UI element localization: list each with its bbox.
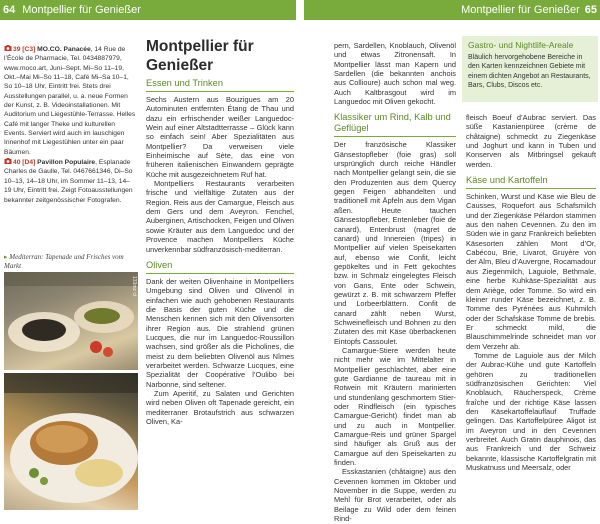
listing-entry: [4, 44, 136, 157]
page-number-left: 64: [3, 4, 16, 16]
listing-column: [4, 44, 136, 205]
text-column-3: [334, 41, 456, 524]
text-column-4: [466, 113, 596, 472]
caption-arrow-icon: ▸: [4, 253, 8, 261]
camera-icon: [4, 157, 12, 165]
paragraph: Dank der weiten Olivenhaine in Montpelliers Umgebung sind Oliven und Olivenöl in einfachen wie auch gehobenen Restaurants die Basis der guten Küche und die Menschen kennen sich mit den Olivensorten ihrer Region aus. Die strahlend grünen Lucques, die nur im Languedoc-Roussillon wachsen, sind größer als die Picholines, die meist zu dem beliebten Olivenöl aus Nîmes verarbeitet werden. Schwarze Lucques, eine Spezialität der Coopérative l’Oulibo bei Narbonne, sind seltener.: [146, 276, 294, 389]
paragraph: Zum Aperitif, zu Salaten und Gerichten wird neben Oliven oft Tapenade gereicht, ein mediterraner Brotaufstrich aus schwarzen Oliven, Ka-: [146, 388, 294, 426]
tapenade-illustration: [4, 272, 138, 370]
dish-illustration: [4, 373, 138, 510]
map-ref: 40 [D4]: [13, 159, 36, 167]
photo-dish: [4, 373, 138, 510]
section-heading-oliven: Oliven: [146, 260, 294, 274]
section-heading-kaese: Käse und Kartoffeln: [466, 175, 596, 189]
page-number-right: 65: [584, 4, 597, 16]
listing-text: , Esplanade Charles de Gaulle, Tel. 0467661346, Di–So 10–13, 14–18 Uhr, im Sommer 11–13, 14–19 Uhr, Eintritt frei. Zeigt Fotoausstellungen bekannter zeitgenössischer Fotografen.: [4, 159, 133, 204]
paragraph: Der französische Klassiker Gänsestopfleber (foie gras) soll ursprünglich durch reiche Händler nach Montpellier gelangt sein, die sie den Produzenten aus dem Quercy gegen Feigen abhandelten und traditionell mit Äpfeln aus dem Vigan aßen. Heute tauchen Gänsestopfleber, Entenleber (foie de canard), Entenbrust (magret de canard) und Innereien (tripes) in Montpellier auf vielen Speisekarten auf, ebenso wie Confit, leicht gepökeltes und in Fett gekochtes bzw. in Schmalz eingelegtes Fleisch von Gans, Ente oder Schwein, gewürzt z. B. mit schwarzem Pfeffer und Lorbeerblättern. Confit de canard zählt neben Wurst, Schweinefleisch und Bohnen zu den Zutaten des mit Käse überbackenen Eintopfs Cassoulet.: [334, 140, 456, 346]
paragraph: Montpelliers Restaurants verarbeiten frische und vielfältige Zutaten aus der Region. Reis aus der Camargue, Fleisch aus dem Gers und dem Aveyron. Fenchel, Auberginen, Artischocken, Feigen und Oliven sowie Kräuter aus dem Languedoc und der Provence machen Montpelliers Küche unverkennbar südfranzösisch-mediterran.: [146, 179, 294, 254]
info-box-title: Gastro- und Nightlife-Areale: [468, 40, 574, 50]
section-heading-klassiker: Klassiker um Rind, Kalb und Geflügel: [334, 112, 456, 137]
photo-credit: 133mz ct: [131, 276, 137, 297]
paragraph: Sechs Austern aus Bouzigues am 20 Autominuten entfernten Étang de Thau und dazu ein erfrischender weißer Languedoc-Wein auf einer Altstadtterrasse – Glück kann so einfach sein! Aber Spezialitäten aus Montpellier? Da verweisen viele Einheimische auf Sète, das eine von früheren italienischen Einwandern geprägte Küche mit ausgezeichnetem Ruf hat.: [146, 95, 294, 179]
listing-text: , 14 Rue de l’École de Pharmacie, Tel. 0434887979, www.moco.art, Juni–Sept. Mi–So 11–19, Okt.–Mai Mi–So 11–18, Café Mi–Sa 10–1, So 10–18 Uhr, Eintritt frei. Stets drei Ausstellungen parallel, u. a. neue Formen der Kunst, z. B. Videoinstallationen. Mit Auditorium und Liegestühle-Terrasse. Helles Café mit langer Theke und kulturellen Events. Serviert wird auch im lauschigen Innenhof mit Liegestühlen unter ein paar Bäumen.: [4, 46, 136, 156]
photo-caption: [4, 253, 138, 271]
map-ref: 39 [C3]: [13, 46, 36, 53]
running-title-left: Montpellier für Genießer: [22, 4, 141, 16]
text-column-2: [146, 78, 294, 426]
header-right: [304, 0, 600, 20]
paragraph: Schinken, Wurst und Käse wie Bleu de Causses, Roquefort aus Schafsmilch und der Ziegenkäse Pélardon stammen aus den nahen Cevennen. Zu den im Süden wie in ganz Frankreich beliebten Käsesorten zählen Mont d’Or, Cabécou, Brie, Livarot, Gruyère von der Alm, Bleu d’Auvergne, Rocamadour aus Ziegenmilch, Laguiole, Bethmale, eine herbe Kuhkäse-Spezialität aus dem Ariège, oder Tomme. So wird ein kleiner runder Käse bezeichnet, z. B. Tomme des Pyrénées aus Kuhmilch oder der Schafskäse Tomme de brebis. Er schmeckt mild, die Blauschimmelrinde schneidet man vor dem Verzehr ab.: [466, 192, 596, 351]
paragraph: fleisch Boeuf d’Aubrac serviert. Das süße Kastanienpüree (crème de châtaigne) schmeckt zu Ziegenkäse und Joghurt und kann in Tuben und Konserven als Mitbringsel gekauft werden.: [466, 113, 596, 169]
info-box-text: Bläulich hervorgehobene Bereiche in den Karten kennzeichnen Gebiete mit einem dichten Angebot an Restaurants, Bars, Clubs, Discos etc.: [468, 54, 591, 89]
caption-text: Mediterran: Tapenade und Frisches vom Markt: [4, 253, 124, 270]
listing-name: MO.CO. Panacée: [37, 46, 91, 53]
listing-entry: [4, 157, 136, 205]
paragraph: Esskastanien (châtaigne) aus den Cevennen kommen im Oktober und November in die Suppe, werden zu Mehl für Brot verarbeitet, oder als Beilage zu Wild oder dem feinen Rind-: [334, 467, 456, 524]
header-left: [0, 0, 296, 20]
paragraph: Camargue-Stiere werden heute nicht mehr wie im Mittelalter in Montpellier geschlachtet, aber eine gute Gardianne de taureau mit in Rotwein mit Kräutern marinierten und stundenlang geschmortem Stier- oder Rindfleisch (ein typisches Camargue-Gericht) findet man ab und zu auch in Montpellier. Camargue-Reis und grüner Spargel sind häufiger als Gruß aus der Camargue auf den Speisekarten zu finden.: [334, 345, 456, 468]
info-box: [462, 36, 598, 102]
page-title: Montpellier für Genießer: [146, 38, 254, 74]
photo-tapenade: [4, 272, 138, 370]
camera-icon: [4, 44, 12, 52]
running-title-right: Montpellier für Genießer: [461, 4, 580, 16]
paragraph: pern, Sardellen, Knoblauch, Olivenöl und etwas Zitronensaft. In Montpellier lässt man Kapern und Sardellen (die bekannten anchois aus Collioure) auch schon mal weg. Auch Kaltbrasgout wird im Languedoc mit Oliven gekocht.: [334, 41, 456, 107]
listing-name: Pavillon Populaire: [37, 159, 96, 167]
section-heading-essen: Essen und Trinken: [146, 78, 294, 92]
paragraph: Tomme de Laguiole aus der Milch der Aubrac-Kühe und gute Kartoffeln gehören zu traditionellen südfranzösischen Gerichten: Viel Knoblauch, Räucherspeck, Crème fraîche und der richtige Käse lassen den Käsekartoffelauflauf Truffade gelingen. Das Kartoffelpüree Aligot ist im Aveyron und in den Cevennen verbreitet. Auch Gratin dauphinois, das aus Frankreich und der Schweiz bekannte, klassische Kartoffelgratin mit Muskatnuss und Meersalz, oder: [466, 350, 596, 473]
